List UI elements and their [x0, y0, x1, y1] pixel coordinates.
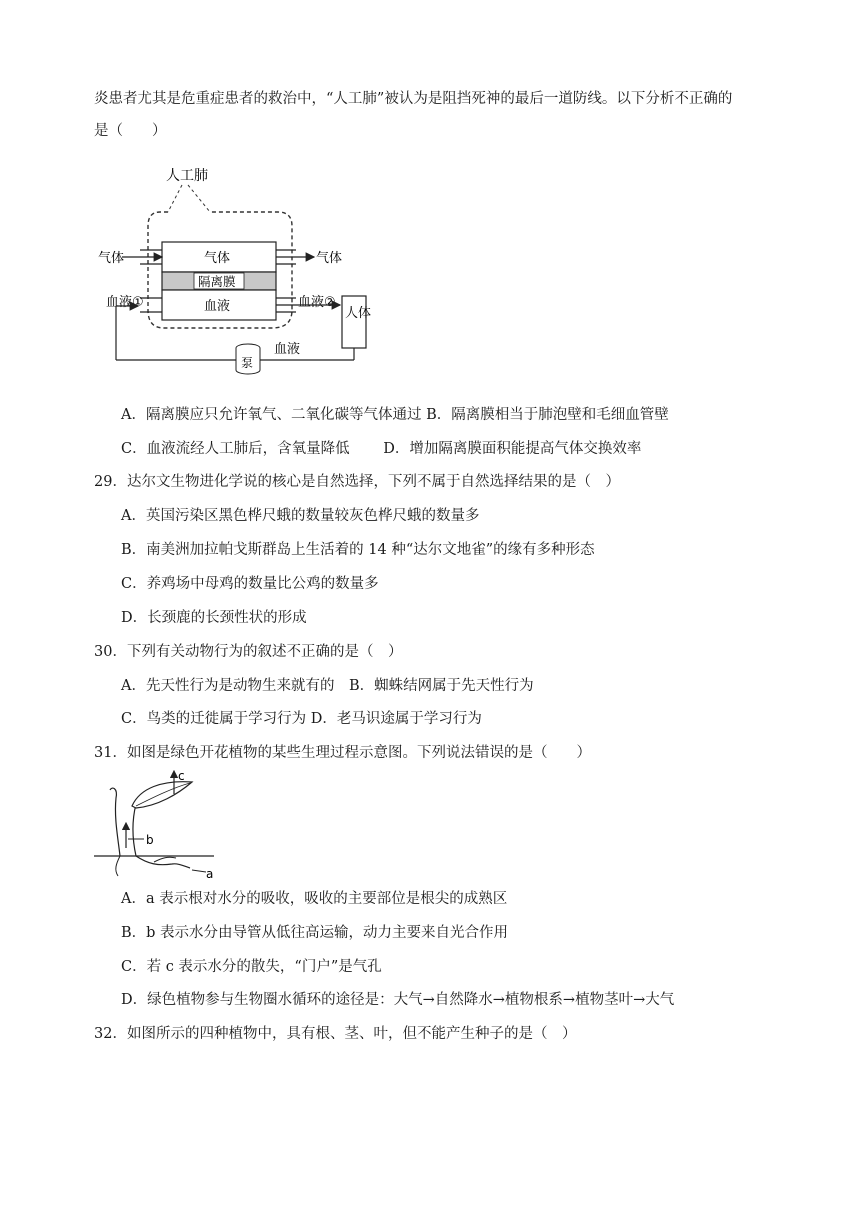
q29-option-a: A．英国污染区黑色桦尺蛾的数量较灰色桦尺蛾的数量多 [121, 508, 480, 524]
q29-option-b: B．南美洲加拉帕戈斯群岛上生活着的 14 种“达尔文地雀”的缘有多种形态 [121, 542, 595, 558]
gas-chamber-label: 气体 [204, 251, 231, 266]
q28-options-ab: A．隔离膜应只允许氧气、二氧化碳等气体通过 B．隔离膜相当于肺泡壁和毛细血管壁 [121, 407, 669, 423]
membrane-label: 隔离膜 [198, 274, 236, 289]
q32-stem: 32．如图所示的四种植物中，具有根、茎、叶，但不能产生种子的是（ ） [94, 1026, 577, 1042]
plant-water-diagram [92, 768, 222, 880]
human-body-box [342, 296, 366, 348]
q28-options-cd: C．血液流经人工肺后，含氧量降低 D．增加隔离膜面积能提高气体交换效率 [121, 441, 642, 457]
q30-stem: 30．下列有关动物行为的叙述不正确的是（ ） [94, 644, 403, 660]
q31-stem: 31．如图是绿色开花植物的某些生理过程示意图。下列说法错误的是（ ） [94, 745, 591, 761]
label-a: a [206, 867, 214, 880]
q31-option-d: D．绿色植物参与生物圈水循环的途径是：大气→自然降水→植物根系→植物茎叶→大气 [121, 992, 675, 1008]
label-c: c [178, 769, 185, 783]
label-b: b [146, 833, 154, 847]
plant-stem [110, 788, 120, 856]
q29-option-c: C．养鸡场中母鸡的数量比公鸡的数量多 [121, 576, 379, 592]
human-body-label: 人体 [345, 306, 372, 321]
artificial-lung-diagram [92, 160, 382, 380]
q28-stem-line1: 炎患者尤其是危重症患者的救治中，“人工肺”被认为是阻挡死神的最后一道防线。以下分析不正确的 [94, 91, 733, 107]
pump-icon [236, 344, 260, 374]
q30-options-cd: C．鸟类的迁徙属于学习行为 D．老马识途属于学习行为 [121, 711, 482, 727]
q31-option-b: B．b 表示水分由导管从低往高运输，动力主要来自光合作用 [121, 925, 509, 941]
gas-out-label: 气体 [316, 251, 343, 266]
q28-stem-line2: 是（ ） [94, 123, 167, 139]
return-blood-label: 血液 [274, 342, 301, 357]
pump-label: 泵 [241, 356, 254, 370]
blood-in-label: 血液① [106, 295, 144, 310]
q30-options-ab: A．先天性行为是动物生来就有的 B．蜘蛛结网属于先天性行为 [121, 678, 534, 694]
q29-stem: 29．达尔文生物进化学说的核心是自然选择，下列不属于自然选择结果的是（ ） [94, 474, 620, 490]
plant-leaf [132, 782, 192, 808]
q29-option-d: D．长颈鹿的长颈性状的形成 [121, 610, 307, 626]
q31-option-c: C．若 c 表示水分的散失，“门户”是气孔 [121, 959, 382, 975]
blood-chamber-label: 血液 [204, 299, 231, 314]
gas-in-label: 气体 [98, 251, 125, 266]
q31-option-a: A．a 表示根对水分的吸收，吸收的主要部位是根尖的成熟区 [121, 891, 508, 907]
lung-title-label: 人工肺 [166, 168, 208, 184]
blood-out-label: 血液② [298, 295, 336, 310]
